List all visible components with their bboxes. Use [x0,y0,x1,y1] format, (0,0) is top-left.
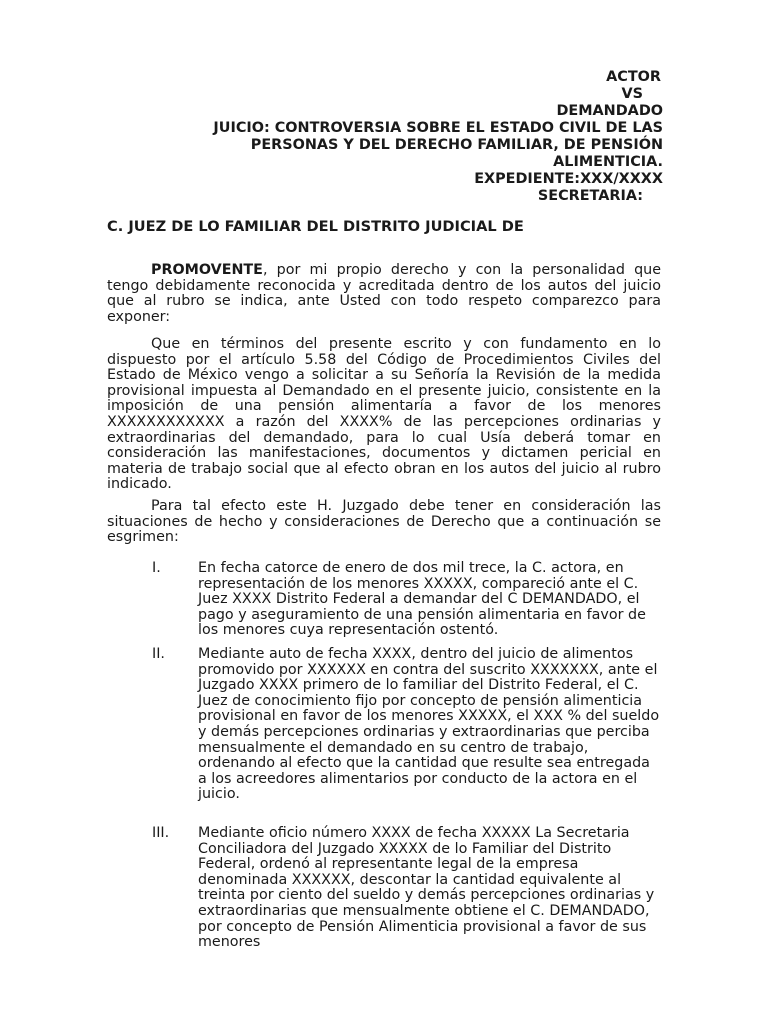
list-item-text: En fecha catorce de enero de dos mil trece, la C. actora, en representación de los menores XXXXX, compareció ante el C. Juez XXXX Distrito Federal a demandar del C DEMANDADO, el pago y aseguramiento de una pensión alimentaria en favor de los menores cuya representación ostentó. [198,560,646,639]
paragraph-promovente-text: , por mi propio derecho y con la personalidad que tengo debidamente reconocida y acreditada dentro de los autos del juicio que al rubro se indica, ante Usted con todo respeto comparezco para exponer: [107,262,661,325]
header-vs: VS [621,86,643,102]
header-juicio: JUICIO: CONTROVERSIA SOBRE EL ESTADO CIVIL DE LAS PERSONAS Y DEL DERECHO FAMILIAR, DE PENSIÓN ALIMENTICIA. [213,120,663,170]
paragraph-request: Que en términos del presente escrito y con fundamento en lo dispuesto por el artículo 5.58 del Código de Procedimientos Civiles del Estado de México vengo a solicitar a su Señoría la Revisión de la medida provisional impuesta al Demandado en el presente juicio, consistente en la imposición de una pensión alimentaría a favor de los menores XXXXXXXXXXXX a razón del XXXX% de las percepciones ordinarias y extraordinarias del demandado, para lo cual Usía deberá tomar en consideración las manifestaciones, documentos y dictamen pericial en materia de trabajo social que al efecto obran en los autos del juicio al rubro indicado. [107,336,661,493]
list-item-text: Mediante auto de fecha XXXX, dentro del juicio de alimentos promovido por XXXXXX en contra del suscrito XXXXXXX, ante el Juzgado XXXX primero de lo familiar del Distrito Federal, el C. Juez de conocimiento fijo por concepto de pensión alimenticia provisional en favor de los menores XXXXX, el XXX % del sueldo y demás percepciones ordinarias y extraordinarias que perciba mensualmente el demandado en su centro de trabajo, ordenando al efecto que la cantidad que resulte sea entregada a los acreedores alimentarios por conducto de la actora en el juicio. [198,646,660,803]
list-item-text: Mediante oficio número XXXX de fecha XXXXX La Secretaria Conciliadora del Juzgado XXXXX de lo Familiar del Distrito Federal, ordenó al representante legal de la empresa denominada XXXXXX, descontar la cantidad equivalente al treinta por ciento del sueldo y demás percepciones ordinarias y extraordinarias que mensualmente obtiene el C. DEMANDADO, por concepto de Pensión Alimenticia provisional a favor de sus menores [198,825,655,951]
addressee-line: C. JUEZ DE LO FAMILIAR DEL DISTRITO JUDICIAL DE [107,218,524,235]
list-item [152,826,662,951]
list-item-number: III. [152,825,170,841]
promovente-label: PROMOVENTE [151,262,263,278]
header-secretaria: SECRETARIA: [537,188,643,204]
case-header [143,69,663,205]
list-item [152,561,662,639]
list-item-number: II. [152,646,165,662]
header-demandado: DEMANDADO [556,103,663,119]
list-item [152,647,662,803]
header-expediente: EXPEDIENTE:XXX/XXXX [474,171,663,187]
list-item-number: I. [152,560,161,576]
paragraph-promovente [107,263,661,325]
header-actor: ACTOR [606,69,661,85]
paragraph-considerations: Para tal efecto este H. Juzgado debe tener en consideración las situaciones de hecho y consideraciones de Derecho que a continuación se esgrimen: [107,498,661,546]
